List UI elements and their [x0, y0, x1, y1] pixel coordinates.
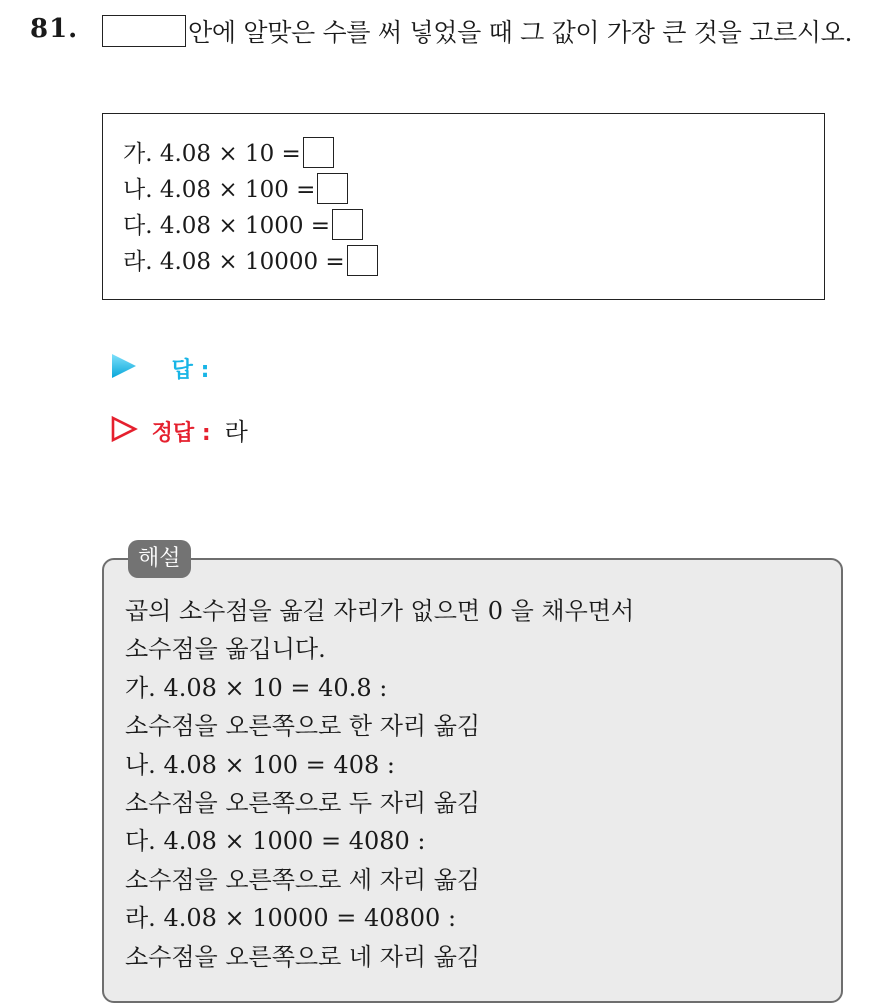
- question-stem: [102, 14, 872, 52]
- explanation-text: [125, 592, 634, 976]
- explanation-line: 나. 4.08 × 100 = 408 :: [125, 750, 395, 779]
- choice-expression: 4.08 × 10 =: [159, 141, 301, 167]
- question-number: 81.: [30, 14, 79, 44]
- explanation-line: 소수점을 오른쪽으로 세 자리 옮김: [125, 865, 481, 894]
- correct-answer-label: 정답 :: [151, 421, 211, 446]
- choice-label: 나.: [123, 177, 153, 203]
- choice-label: 라.: [123, 249, 153, 275]
- explanation-line: 곱의 소수점을 옮길 자리가 없으면 0 을 채우면서: [125, 597, 635, 625]
- choice-na: [123, 172, 348, 208]
- correct-answer-row: [110, 412, 248, 447]
- choices-box: [102, 113, 825, 300]
- play-triangle-icon: [110, 352, 138, 380]
- choice-expression: 4.08 × 10000 =: [159, 249, 345, 275]
- explanation-line: 소수점을 오른쪽으로 네 자리 옮김: [125, 942, 481, 971]
- choice-expression: 4.08 × 1000 =: [159, 213, 331, 239]
- answer-blank-box: [102, 15, 186, 47]
- explanation-line: 소수점을 오른쪽으로 두 자리 옮김: [125, 788, 481, 817]
- explanation-line: 소수점을 옮깁니다.: [125, 635, 326, 664]
- choice-label: 다.: [123, 213, 153, 239]
- choice-expression: 4.08 × 100 =: [159, 177, 316, 203]
- choice-label: 가.: [123, 141, 153, 167]
- explanation-line: 소수점을 오른쪽으로 한 자리 옮김: [125, 712, 481, 741]
- correct-answer-value: 라: [224, 418, 248, 446]
- explanation-tag: 해설: [128, 540, 191, 578]
- question-text: 안에 알맞은 수를 써 넣었을 때 그 값이 가장 큰 것을 고르시오.: [188, 18, 853, 47]
- blank-box: [347, 245, 378, 276]
- answer-label: 답 :: [171, 358, 210, 383]
- blank-box: [332, 209, 363, 240]
- answer-row: [110, 352, 209, 384]
- choice-ga: [123, 136, 334, 172]
- blank-box: [317, 173, 348, 204]
- explanation-line: 라. 4.08 × 10000 = 40800 :: [125, 904, 457, 933]
- explanation-line: 가. 4.08 × 10 = 40.8 :: [125, 673, 388, 702]
- outline-triangle-icon: [110, 415, 138, 443]
- explanation-line: 다. 4.08 × 1000 = 4080 :: [125, 827, 426, 856]
- choice-ra: [123, 244, 378, 280]
- choice-da: [123, 208, 363, 244]
- blank-box: [303, 137, 334, 168]
